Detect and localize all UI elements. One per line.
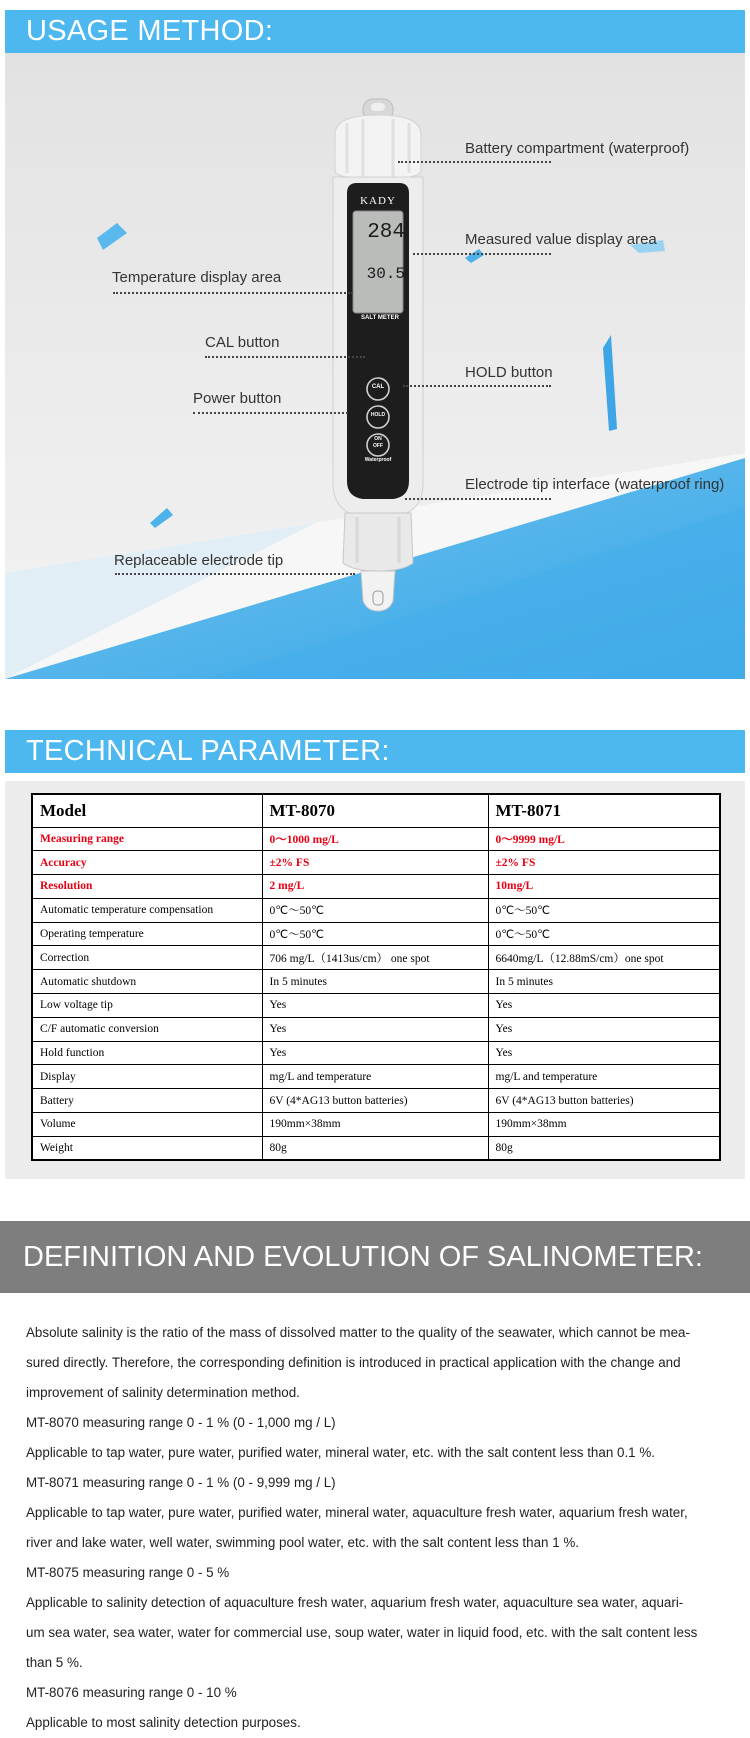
leader-line (205, 356, 365, 358)
definition-line: um sea water, sea water, water for commercial use, soup water, water in liquid food, etc. with the salt content less (26, 1625, 698, 1640)
hold-button: HOLD (370, 412, 386, 418)
table-cell: 0℃～50℃ (488, 898, 720, 922)
table-cell: 2 mg/L (262, 875, 488, 899)
definition-line: improvement of salinity determination method. (26, 1385, 300, 1400)
table-header-cell: MT-8070 (262, 794, 488, 827)
table-cell: ±2% FS (262, 851, 488, 875)
leader-line (113, 292, 353, 294)
params-title: TECHNICAL PARAMETER: (5, 730, 745, 773)
definition-line: river and lake water, well water, swimming pool water, etc. with the salt content less than 1 %. (26, 1535, 579, 1550)
table-cell: 6V (4*AG13 button batteries) (262, 1089, 488, 1113)
table-row (32, 827, 720, 851)
on-label: ON (374, 436, 382, 442)
callout-cal: CAL button (205, 334, 280, 351)
table-cell: Yes (488, 1041, 720, 1065)
table-cell: Volume (32, 1113, 262, 1137)
table-row (32, 1065, 720, 1089)
callout-measured: Measured value display area (465, 231, 657, 248)
table-cell: 0℃～50℃ (262, 922, 488, 946)
table-cell: 0～1000 mg/L (262, 827, 488, 851)
table-header-cell: Model (32, 794, 262, 827)
waterproof-label: Waterproof (364, 457, 392, 463)
table-cell: Weight (32, 1136, 262, 1160)
table-cell: Yes (262, 1041, 488, 1065)
callout-electrode-tip: Replaceable electrode tip (114, 552, 284, 569)
shard-shape (97, 223, 127, 250)
table-cell: Yes (488, 994, 720, 1018)
definition-line: MT-8070 measuring range 0 - 1 % (0 - 1,000 mg / L) (26, 1415, 336, 1430)
table-row (32, 1017, 720, 1041)
table-row (32, 875, 720, 899)
table-cell: Automatic temperature compensation (32, 898, 262, 922)
table-cell: Correction (32, 946, 262, 970)
table-cell: Accuracy (32, 851, 262, 875)
definition-line: Applicable to tap water, pure water, purified water, mineral water, aquaculture fresh water, aquarium fresh water, (26, 1505, 688, 1520)
table-cell: Measuring range (32, 827, 262, 851)
callout-hold: HOLD button (465, 364, 553, 381)
leader-line (413, 253, 551, 255)
table-cell: In 5 minutes (262, 970, 488, 994)
definition-line: MT-8071 measuring range 0 - 1 % (0 - 9,999 mg / L) (26, 1475, 336, 1490)
table-row (32, 970, 720, 994)
table-cell: mg/L and temperature (488, 1065, 720, 1089)
definition-line: Applicable to tap water, pure water, purified water, mineral water, etc. with the salt content less than 0.1 %. (26, 1445, 655, 1460)
device-brand: KADY (360, 195, 396, 207)
table-row (32, 898, 720, 922)
params-panel (5, 781, 745, 1179)
definition-line: Absolute salinity is the ratio of the mass of dissolved matter to the quality of the seawater, which cannot be mea- (26, 1325, 690, 1340)
callout-temperature: Temperature display area (112, 269, 282, 286)
table-cell: 0～9999 mg/L (488, 827, 720, 851)
definition-line: sured directly. Therefore, the corresponding definition is introduced in practical application with the change and (26, 1355, 681, 1370)
salt-meter-device (323, 93, 433, 613)
table-cell: 0℃～50℃ (262, 898, 488, 922)
table-cell: 80g (488, 1136, 720, 1160)
table-cell: 190mm×38mm (262, 1113, 488, 1137)
leader-line (115, 573, 355, 575)
table-cell: Resolution (32, 875, 262, 899)
usage-title: USAGE METHOD: (5, 10, 745, 53)
table-cell: 6640mg/L（12.88mS/cm）one spot (488, 946, 720, 970)
table-cell: Display (32, 1065, 262, 1089)
leader-line (398, 161, 551, 163)
definition-line: MT-8076 measuring range 0 - 10 % (26, 1685, 237, 1700)
table-row (32, 994, 720, 1018)
leader-line (403, 385, 551, 387)
table-cell: Yes (262, 994, 488, 1018)
definition-title: DEFINITION AND EVOLUTION OF SALINOMETER: (0, 1221, 750, 1293)
table-row (32, 1113, 720, 1137)
table-cell: 6V (4*AG13 button batteries) (488, 1089, 720, 1113)
table-header-row (32, 794, 720, 827)
params-table (31, 793, 721, 1161)
table-cell: Hold function (32, 1041, 262, 1065)
table-cell: 190mm×38mm (488, 1113, 720, 1137)
table-row (32, 1136, 720, 1160)
table-cell: Yes (262, 1017, 488, 1041)
definition-line: Applicable to salinity detection of aquaculture fresh water, aquarium fresh water, aquaculture sea water, aquari- (26, 1595, 684, 1610)
table-header-cell: MT-8071 (488, 794, 720, 827)
table-cell: Yes (488, 1017, 720, 1041)
leader-line (405, 498, 551, 500)
definition-body (26, 1318, 728, 1738)
table-row (32, 851, 720, 875)
leader-line (193, 412, 348, 414)
table-cell: In 5 minutes (488, 970, 720, 994)
table-cell: 0℃～50℃ (488, 922, 720, 946)
table-cell: C/F automatic conversion (32, 1017, 262, 1041)
callout-electrode-interface: Electrode tip interface (waterproof ring) (465, 476, 725, 493)
table-cell: 80g (262, 1136, 488, 1160)
table-cell: ±2% FS (488, 851, 720, 875)
definition-line: than 5 %. (26, 1655, 83, 1670)
device-reading-temp: 30.5 (366, 265, 405, 283)
table-row (32, 946, 720, 970)
table-row (32, 922, 720, 946)
definition-line: MT-8075 measuring range 0 - 5 % (26, 1565, 230, 1580)
table-row (32, 1089, 720, 1113)
table-cell: 706 mg/L（1413us/cm） one spot (262, 946, 488, 970)
table-row (32, 1041, 720, 1065)
callout-power: Power button (193, 390, 282, 407)
table-cell: Battery (32, 1089, 262, 1113)
device-label: SALT METER (361, 315, 399, 321)
definition-line: Applicable to most salinity detection purposes. (26, 1715, 301, 1730)
off-label: OFF (373, 443, 383, 449)
table-cell: Automatic shutdown (32, 970, 262, 994)
usage-scene (5, 53, 745, 679)
table-cell: mg/L and temperature (262, 1065, 488, 1089)
table-cell: Operating temperature (32, 922, 262, 946)
table-cell: 10mg/L (488, 875, 720, 899)
device-reading-main: 284 (367, 221, 405, 244)
cal-button: CAL (371, 384, 385, 390)
table-cell: Low voltage tip (32, 994, 262, 1018)
callout-battery: Battery compartment (waterproof) (465, 140, 690, 157)
